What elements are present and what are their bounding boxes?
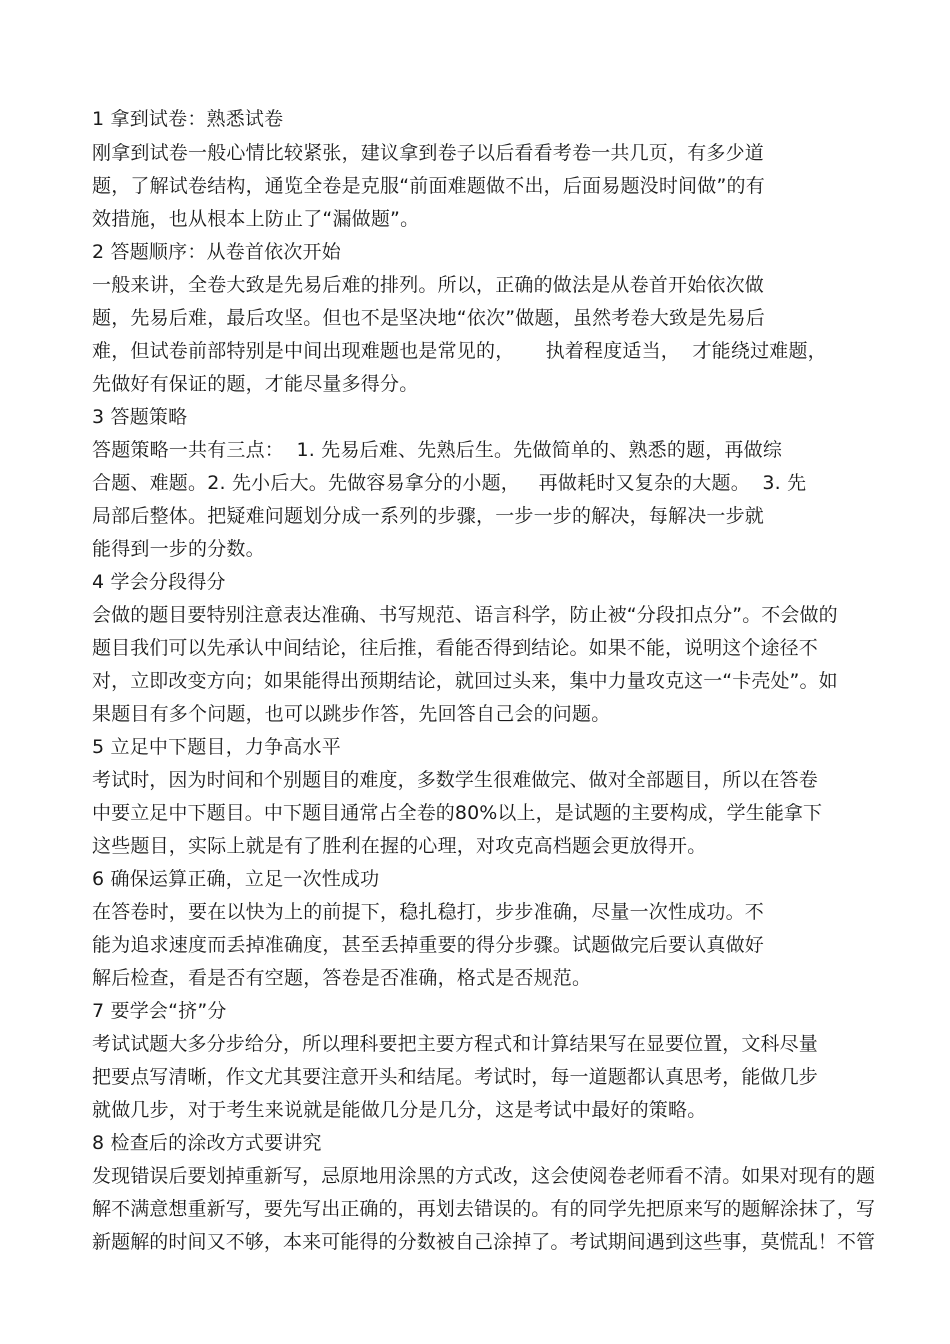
paragraph-line: 先做好有保证的题，才能尽量多得分。 (92, 373, 419, 395)
paragraph-line: 能得到一步的分数。 (92, 538, 265, 560)
section-heading-7: 7 要学会“挤”分 (92, 1000, 227, 1022)
paragraph-line: 果题目有多个问题，也可以跳步作答，先回答自己会的问题。 (92, 703, 611, 725)
section-heading-8: 8 检查后的涂改方式要讲究 (92, 1132, 322, 1154)
paragraph-line: 题，先易后难，最后攻坚。但也不是坚决地“依次”做题，虽然考卷大致是先易后 (92, 307, 765, 329)
paragraph-line: 中要立足中下题目。中下题目通常占全卷的80%以上，是试题的主要构成，学生能拿下 (92, 802, 823, 824)
paragraph-line: 能为追求速度而丢掉准确度，甚至丢掉重要的得分步骤。试题做完后要认真做好 (92, 934, 765, 956)
section-heading-3: 3 答题策略 (92, 406, 188, 428)
paragraph-line: 合题、难题。2. 先小后大。先做容易拿分的小题， 再做耗时又复杂的大题。 3. 先 (92, 472, 807, 494)
paragraph-line: 难，但试卷前部特别是中间出现难题也是常见的， 执着程度适当， 才能绕过难题， (92, 340, 827, 362)
paragraph-line: 对，立即改变方向；如果能得出预期结论，就回过头来，集中力量攻克这一“卡壳处”。如 (92, 670, 838, 692)
paragraph-line: 局部后整体。把疑难问题划分成一系列的步骤，一步一步的解决，每解决一步就 (92, 505, 765, 527)
paragraph-line: 解不满意想重新写，要先写出正确的，再划去错误的。有的同学先把原来写的题解涂抹了，写 (92, 1198, 876, 1220)
paragraph-line: 考试时，因为时间和个别题目的难度，多数学生很难做完、做对全部题目，所以在答卷 (92, 769, 818, 791)
paragraph-line: 这些题目，实际上就是有了胜利在握的心理，对攻克高档题会更放得开。 (92, 835, 707, 857)
paragraph-line: 解后检查，看是否有空题，答卷是否准确，格式是否规范。 (92, 967, 592, 989)
paragraph-line: 效措施，也从根本上防止了“漏做题”。 (92, 208, 420, 230)
section-heading-6: 6 确保运算正确，立足一次性成功 (92, 868, 380, 890)
paragraph-line: 考试试题大多分步给分，所以理科要把主要方程式和计算结果写在显要位置，文科尽量 (92, 1033, 818, 1055)
section-heading-5: 5 立足中下题目，力争高水平 (92, 736, 341, 758)
paragraph-line: 一般来讲，全卷大致是先易后难的排列。所以，正确的做法是从卷首开始依次做 (92, 274, 765, 296)
paragraph-line: 答题策略一共有三点： 1. 先易后难、先熟后生。先做简单的、熟悉的题，再做综 (92, 439, 783, 461)
section-heading-4: 4 学会分段得分 (92, 571, 226, 593)
paragraph-line: 会做的题目要特别注意表达准确、书写规范、语言科学，防止被“分段扣点分”。不会做的 (92, 604, 838, 626)
paragraph-line: 就做几步，对于考生来说就是能做几分是几分，这是考试中最好的策略。 (92, 1099, 707, 1121)
paragraph-line: 发现错误后要划掉重新写，忌原地用涂黑的方式改，这会使阅卷老师看不清。如果对现有的题 (92, 1165, 876, 1187)
paragraph-line: 把要点写清晰，作文尤其要注意开头和结尾。考试时，每一道题都认真思考，能做几步 (92, 1066, 818, 1088)
paragraph-line: 在答卷时，要在以快为上的前提下，稳扎稳打，步步准确，尽量一次性成功。不 (92, 901, 765, 923)
paragraph-line: 题，了解试卷结构，通览全卷是克服“前面难题做不出，后面易题没时间做”的有 (92, 175, 765, 197)
paragraph-line: 新题解的时间又不够，本来可能得的分数被自己涂掉了。考试期间遇到这些事，莫慌乱！不管 (92, 1231, 876, 1253)
section-heading-2: 2 答题顺序：从卷首依次开始 (92, 241, 341, 263)
section-heading-1: 1 拿到试卷：熟悉试卷 (92, 108, 284, 130)
paragraph-line: 题目我们可以先承认中间结论，往后推，看能否得到结论。如果不能，说明这个途径不 (92, 637, 818, 659)
paragraph-line: 刚拿到试卷一般心情比较紧张，建议拿到卷子以后看看考卷一共几页，有多少道 (92, 142, 765, 164)
